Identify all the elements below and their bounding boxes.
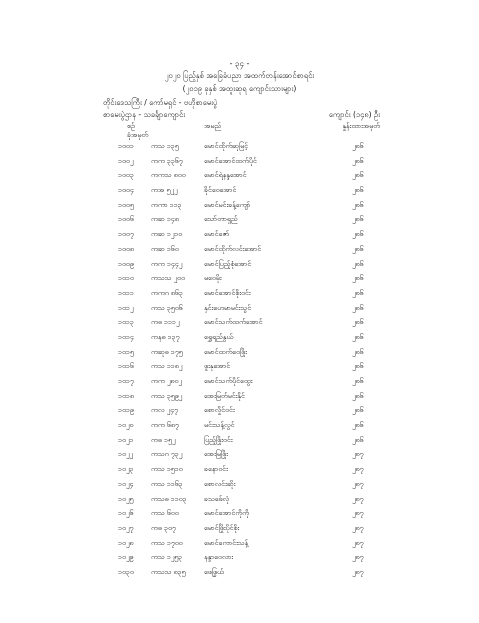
- table-row: [0, 450, 479, 465]
- roll-number: ကသဂ ၇၃၂: [151, 450, 183, 459]
- student-name: မောင်ထိုက်လင်းအောင်: [204, 244, 262, 253]
- table-row: [0, 230, 479, 245]
- student-name: မဝေမိုး: [204, 274, 222, 283]
- score-code: ၂၈၆: [352, 362, 364, 371]
- roll-number: ကသ ၆၀၀: [151, 509, 179, 518]
- serial-number: ၁၀၀၈: [118, 244, 134, 253]
- roll-number: ကကဂ ၈၆၃: [151, 288, 183, 297]
- roll-number: ကဆ ၁၆၀: [151, 244, 179, 253]
- serial-number: ၁၀၀၅: [118, 200, 134, 209]
- student-name: အေးမြတ်မင်းနိုင်: [204, 391, 245, 400]
- serial-number: ၁၀၀၁: [118, 142, 134, 150]
- score-code: ၂၈၆: [352, 230, 364, 239]
- roll-number: ကသ ၃၅၀၆: [151, 303, 183, 312]
- serial-number: ၁၀၁၆: [118, 362, 134, 371]
- roll-number: ကအ ၅၂၂: [151, 186, 178, 195]
- table-row: [0, 215, 479, 230]
- table-row: [0, 421, 479, 436]
- score-code: ၂၈၇: [352, 509, 364, 518]
- serial-number: ၁၀၂၄: [118, 479, 134, 488]
- roll-number: ကနဓ ၁၃၇: [151, 332, 180, 341]
- serial-number: ၁၀၁၇: [118, 377, 134, 385]
- roll-number: ကက ၆၈၇: [151, 421, 179, 430]
- result-table: [0, 142, 479, 583]
- student-name: မောင်မင်းခန့်ကျော်: [204, 200, 251, 209]
- roll-number: ကက ၁၄၄၂: [151, 259, 183, 268]
- roll-number: ကသ ၁၇၀၀: [151, 538, 183, 547]
- roll-number: ကသ ၁၅၁၀: [151, 465, 183, 474]
- header-code: နှုန်းထားအမှတ်: [342, 122, 380, 130]
- table-row: [0, 377, 479, 392]
- student-name: ခနောဝင်း: [204, 465, 228, 474]
- table-row: [0, 186, 479, 201]
- student-name: မောင်ရဲနန္ဒအောင်: [204, 171, 247, 180]
- roll-number: ကသ ၁၁၆၃: [151, 479, 183, 488]
- score-code: ၂၈၆: [352, 406, 364, 415]
- roll-number: ကကသ ၈၀၀: [151, 171, 186, 180]
- serial-number: ၁၀၂၉: [118, 553, 134, 562]
- header-serial: စဉ်: [127, 122, 135, 130]
- roll-number: ကသသ ၈၃၅: [151, 567, 186, 576]
- score-code: ၂၈၆: [352, 391, 364, 400]
- score-code: ၂၈၇: [352, 465, 364, 474]
- table-row: [0, 289, 479, 304]
- serial-number: ၁၀၁၄: [118, 332, 134, 341]
- score-code: ၂၈၇: [352, 523, 364, 532]
- table-row: [0, 274, 479, 289]
- serial-number: ၁၀၂၀: [118, 421, 134, 430]
- score-code: ၂၈၆: [352, 142, 364, 150]
- student-name: မင်းသန့်လွင်: [204, 421, 235, 430]
- roll-number: ကသ ၁၁၈၂: [151, 362, 183, 371]
- table-row: [0, 436, 479, 451]
- student-name: နှင်းဟေမာမင်းသွင်: [204, 303, 252, 312]
- roll-number: ကသ ၁၂၅၃: [151, 553, 183, 562]
- score-code: ၂၈၇: [352, 479, 364, 488]
- serial-number: ၁၀၁၂: [118, 303, 134, 312]
- table-row: [0, 333, 479, 348]
- table-row: [0, 201, 479, 216]
- score-code: ၂၈၇: [352, 538, 364, 547]
- score-code: ၂၈၆: [352, 421, 364, 430]
- roll-number: ကဓ ၁၁၁၂: [151, 318, 180, 327]
- serial-number: ၁၀၃၀: [118, 567, 134, 576]
- roll-number: ကဓ ၁၅၂: [151, 435, 176, 444]
- table-row: [0, 524, 479, 539]
- student-name: မောင်အောင်ထက်ပိုင်: [204, 156, 257, 165]
- student-name: မောင်သက်ထက်အောင်: [204, 318, 263, 327]
- score-code: ၂၈၆: [352, 200, 364, 209]
- score-code: ၂၈၆: [352, 186, 364, 195]
- serial-number: ၁၀၁၁: [118, 288, 134, 297]
- student-name: မောင်သက်ပိုင်ထွေး: [204, 377, 253, 385]
- serial-number: ၁၀၀၃: [118, 171, 134, 180]
- table-row: [0, 304, 479, 319]
- roll-number: ကသသ ၂၀၀: [151, 274, 185, 283]
- roll-number: ကဆ ၁၄၈: [151, 215, 179, 224]
- table-row: [0, 362, 479, 377]
- student-name: နန္ဒာဝေလား: [204, 553, 234, 562]
- location-line: တိုင်းဒေသကြီး / ကော်မရှင် - ဗဟိုစာမေးပွဲ: [103, 98, 218, 107]
- table-row: [0, 348, 479, 363]
- student-name: မောင်အောင်စိုးဝင်း: [204, 288, 251, 297]
- page-number: - ၃၄ -: [229, 59, 250, 68]
- serial-number: ၁၀၁၃: [118, 318, 134, 327]
- score-code: ၂၈၆: [352, 435, 364, 444]
- serial-number: ၁၀၂၈: [118, 538, 134, 547]
- table-row: [0, 539, 479, 554]
- student-name: မောင်ဖြိုးပိုင်စိုး: [204, 523, 240, 532]
- table-row: [0, 553, 479, 568]
- roll-number: ကလ ၂၄၇: [151, 406, 178, 415]
- score-code: ၂၈၇: [352, 450, 364, 459]
- table-row: [0, 406, 479, 421]
- serial-number: ၁၀၀၂: [118, 156, 134, 165]
- student-name: ပြည့်ဖြိုးဝင်း: [204, 435, 233, 444]
- table-row: [0, 245, 479, 260]
- student-name: မောင်ပြည့်စုံအောင်: [204, 259, 252, 268]
- table-row: [0, 495, 479, 510]
- table-row: [0, 318, 479, 333]
- score-code: ၂၈၆: [352, 171, 364, 180]
- header-roll: ခုံအမှတ်: [127, 131, 149, 139]
- serial-number: ၁၀၂၆: [118, 509, 134, 518]
- roll-number: ကဆ ၁၂၁၀: [151, 230, 183, 239]
- roll-number: ကသ ၁၃၅: [151, 142, 179, 150]
- student-name: စောလှိုင်ဝင်း: [204, 406, 235, 415]
- table-row: [0, 142, 479, 157]
- header-name: အမည်: [204, 122, 222, 130]
- score-code: ၂၈၆: [352, 215, 364, 224]
- score-code: ၂၈၆: [352, 347, 364, 356]
- score-code: ၂၈၇: [352, 494, 364, 503]
- student-name: မောင်ကောင်းသန့်: [204, 538, 249, 547]
- table-row: [0, 568, 479, 583]
- roll-number: ကက ၂၈၀၂: [151, 377, 182, 385]
- score-code: ၂၈၆: [352, 288, 364, 297]
- student-name: မောင်ထက်ဝေဖြိုး: [204, 347, 247, 356]
- score-code: ၂၈၆: [352, 377, 364, 385]
- table-row: [0, 465, 479, 480]
- roll-number: ကဓ ၃၀၇: [151, 523, 176, 532]
- student-name: မောင်အောင်ကိုကို: [204, 509, 249, 518]
- score-code: ၂၈၆: [352, 303, 364, 312]
- table-row: [0, 392, 479, 407]
- serial-number: ၁၀၁၀: [118, 274, 134, 283]
- student-name: သော်တာရှည်: [204, 215, 238, 224]
- table-row: [0, 171, 479, 186]
- score-code: ၂၈၆: [352, 156, 364, 165]
- serial-number: ၁၀၀၄: [118, 186, 134, 195]
- score-code: ၂၈၇: [352, 567, 364, 576]
- exam-center: စာမေးပွဲဌာန - သခင်္ချာကျောင်း: [103, 110, 186, 119]
- table-row: [0, 480, 479, 495]
- document-title: ၂၀၂၀ ပြည့်နှစ် အခြေခံပညာ အထက်တန်းအောင်စာရင်း: [164, 71, 315, 80]
- student-name: ခသဖ်ေလုံ: [204, 494, 230, 503]
- score-code: ၂၈၆: [352, 332, 364, 341]
- serial-number: ၁၀၁၅: [118, 347, 134, 356]
- score-code: ၂၈၆: [352, 244, 364, 253]
- serial-number: ၁၀၁၈: [118, 391, 134, 400]
- student-name: အေးမြဖြိုး: [204, 450, 228, 459]
- serial-number: ၁၀၂၇: [118, 523, 134, 532]
- serial-number: ၁၀၀၇: [118, 230, 134, 239]
- roll-number: ကဆုဓ ၁၇၅: [151, 347, 183, 356]
- table-row: [0, 260, 479, 275]
- student-name: ဖေဖြွယ်: [204, 567, 224, 576]
- serial-number: ၁၀၁၉: [118, 406, 134, 415]
- student-name: ရွှေရည်နွယ်: [204, 332, 234, 341]
- roll-number: ကသ ၃၅၉၂: [151, 391, 183, 400]
- roll-number: ကကာ ၁၁၃: [151, 200, 182, 209]
- score-code: ၂၈၇: [352, 553, 364, 562]
- student-count: ကျောင်း (၁၄၈) ဦး: [328, 110, 380, 119]
- student-name: မောင်ထိုက်ဆုမြင့်: [204, 142, 249, 150]
- serial-number: ၁၀၂၃: [118, 465, 134, 474]
- serial-number: ၁၀၂၅: [118, 494, 134, 503]
- serial-number: ၁၀၂၂: [118, 450, 133, 459]
- roll-number: ကက ၃၃၆၇: [151, 156, 183, 165]
- student-name: မောင်ဇော်: [204, 230, 230, 239]
- document-subtitle: (၂၀၁၉ ခုနှစ် အထူးဆုရ ကျောင်းသားများ): [182, 84, 297, 93]
- student-name: စောလင်းဆိုး: [204, 479, 236, 488]
- score-code: ၂၈၆: [352, 318, 364, 327]
- roll-number: ကသဓ ၁၁၀၃: [151, 494, 187, 503]
- table-row: [0, 509, 479, 524]
- serial-number: ၁၀၀၆: [118, 215, 134, 224]
- student-name: ဖူးနုအောင်: [204, 362, 231, 371]
- score-code: ၂၈၆: [352, 274, 364, 283]
- serial-number: ၁၀၂၁: [118, 435, 134, 444]
- score-code: ၂၈၆: [352, 259, 364, 268]
- table-row: [0, 157, 479, 172]
- student-name: ခိုင်ဝေအောင်: [204, 186, 237, 195]
- serial-number: ၁၀၀၉: [118, 259, 134, 268]
